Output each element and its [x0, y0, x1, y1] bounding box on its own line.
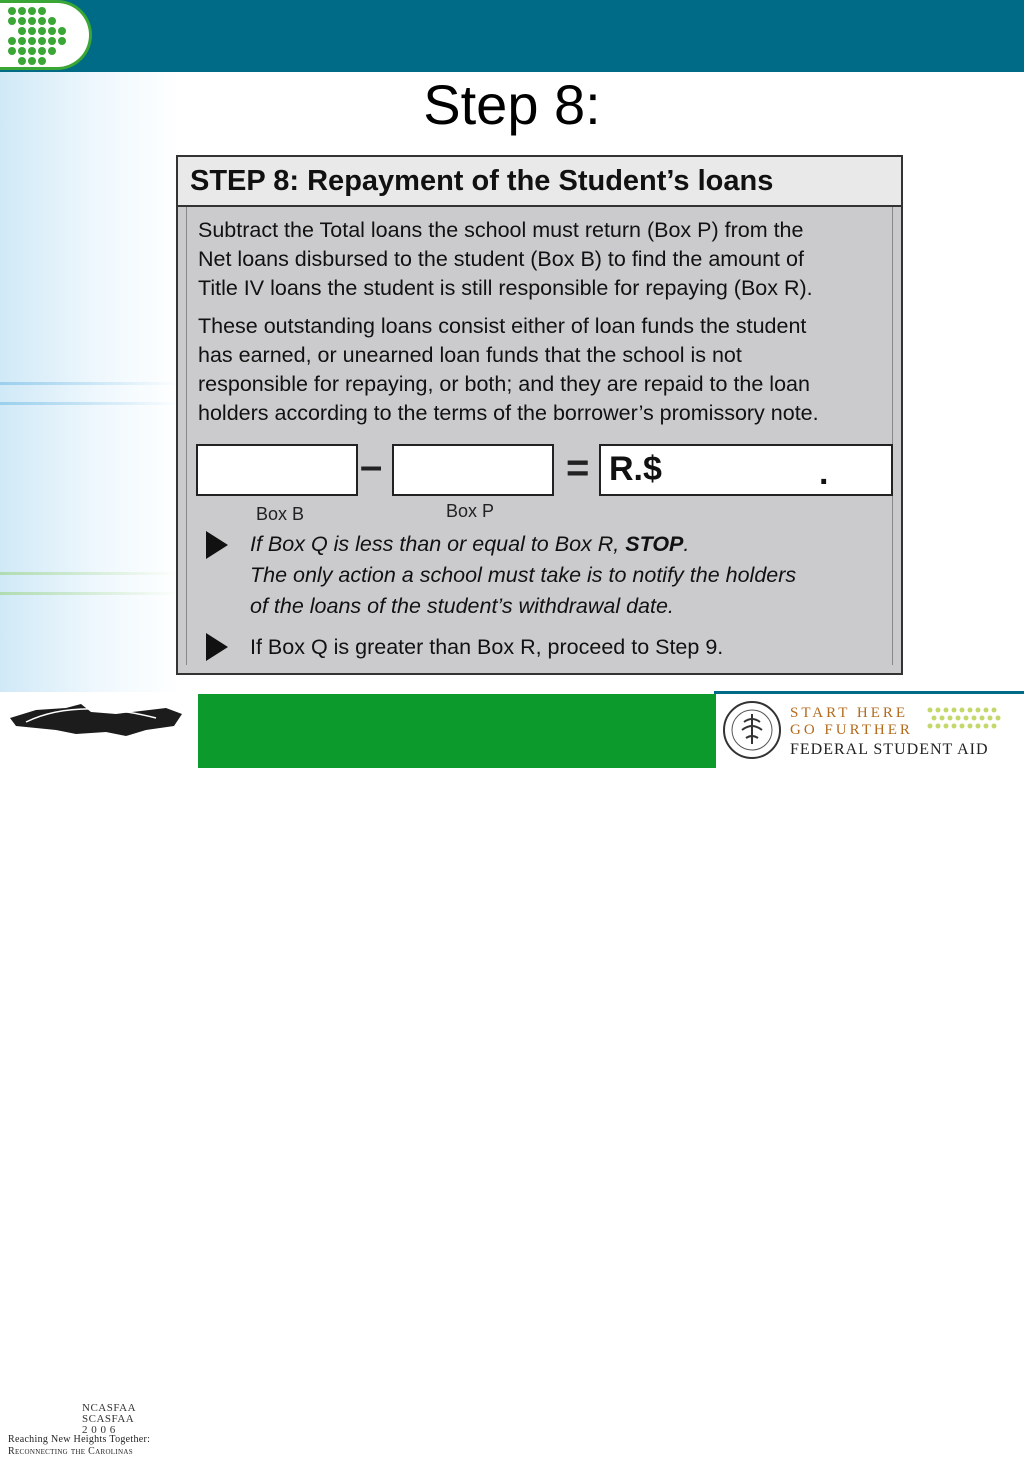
- footer-left-logo-area: [0, 694, 198, 1457]
- paragraph-line: has earned, or unearned loan funds that the school is not: [198, 343, 742, 367]
- paragraph-1: [198, 216, 888, 303]
- nc-tagline: Reaching New Heights Together: Reconnecting the Carolinas: [8, 1434, 151, 1457]
- fsa-start-here: START HERE: [790, 705, 909, 721]
- equals-sign: =: [566, 446, 590, 490]
- step8-panel: [176, 155, 903, 675]
- decor-stripe: [0, 382, 180, 385]
- education-seal-icon: [722, 700, 782, 760]
- paragraph-line: holders according to the terms of the borrower’s promissory note.: [198, 401, 819, 425]
- box-r-decimal: .: [819, 454, 829, 492]
- panel-header: STEP 8: Repayment of the Student’s loans: [178, 157, 901, 207]
- top-header-bar: [0, 0, 1024, 72]
- bullet-2: If Box Q is greater than Box R, proceed to Step 9.: [250, 635, 724, 659]
- bullet-1-line-3: of the loans of the student’s withdrawal date.: [250, 594, 674, 618]
- slide-title: Step 8:: [423, 73, 601, 136]
- decor-stripe: [0, 402, 180, 405]
- box-p-input[interactable]: [392, 444, 554, 496]
- bullet-1: [250, 529, 890, 622]
- paragraph-line: Subtract the Total loans the school must return (Box P) from the: [198, 218, 804, 242]
- paragraph-2: [198, 312, 888, 428]
- bullet-1-line-2: The only action a school must take is to notify the holders: [250, 563, 797, 587]
- box-b-input[interactable]: [196, 444, 358, 496]
- minus-sign: –: [360, 444, 383, 488]
- box-b-label: Box B: [256, 504, 305, 524]
- box-p-label: Box P: [446, 501, 495, 521]
- left-decorative-gradient: [0, 72, 180, 692]
- bullet-arrow-icon: [206, 531, 228, 559]
- fsa-federal-student-aid: FEDERAL STUDENT AID: [790, 741, 989, 758]
- decor-stripe: [0, 592, 180, 595]
- fsa-dot-pattern-icon: [926, 706, 1006, 736]
- decor-stripe: [0, 572, 180, 575]
- bullet-arrow-icon: [206, 633, 228, 661]
- carolinas-map-icon: [6, 700, 196, 740]
- dot-grid-icon: [4, 5, 84, 69]
- paragraph-line: These outstanding loans consist either of loan funds the student: [198, 314, 807, 338]
- paragraph-line: responsible for repaying, or both; and they are repaid to the loan: [198, 372, 810, 396]
- footer-green-bar: [198, 694, 714, 768]
- paragraph-line: Title IV loans the student is still responsible for repaying (Box R).: [198, 276, 813, 300]
- bullet-1-line-1: If Box Q is less than or equal to Box R, STOP.: [250, 532, 690, 556]
- box-r-result[interactable]: [599, 444, 893, 496]
- paragraph-line: Net loans disbursed to the student (Box B) to find the amount of: [198, 247, 804, 271]
- dot-logo: [0, 0, 92, 70]
- box-r-prefix: R.$: [609, 450, 662, 488]
- ncasfaa-text: NCASFAA SCASFAA 2 0 0 6: [82, 1402, 137, 1436]
- fsa-go-further: GO FURTHER: [790, 722, 913, 738]
